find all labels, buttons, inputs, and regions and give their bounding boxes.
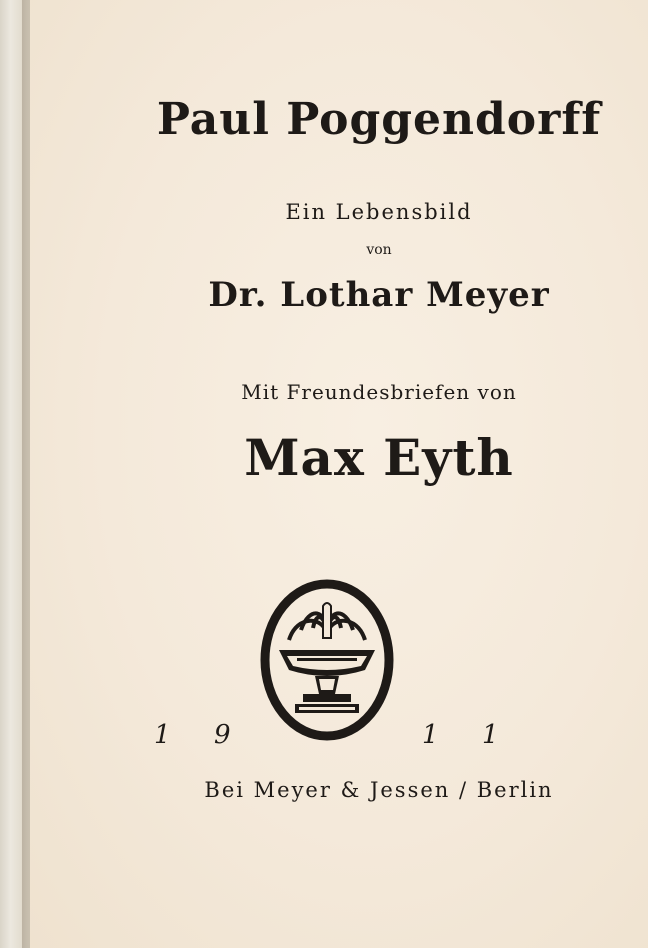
year-digit-1: 1 [154,720,171,750]
year-digit-4: 1 [482,720,499,750]
author-name: Dr. Lothar Meyer [208,275,550,315]
letters-credit: Mit Freundesbriefen von [241,380,517,404]
fountain-emblem-icon [257,578,397,743]
book-title: Paul Poggendorff [156,94,602,145]
publisher-imprint: Bei Meyer & Jessen / Berlin [204,778,554,802]
year-digit-3: 1 [422,720,439,750]
by-line: von [366,242,392,258]
book-subtitle: Ein Lebensbild [285,200,473,224]
title-page [30,0,648,948]
contributor-name: Max Eyth [244,428,514,487]
year-digit-2: 9 [214,720,231,750]
